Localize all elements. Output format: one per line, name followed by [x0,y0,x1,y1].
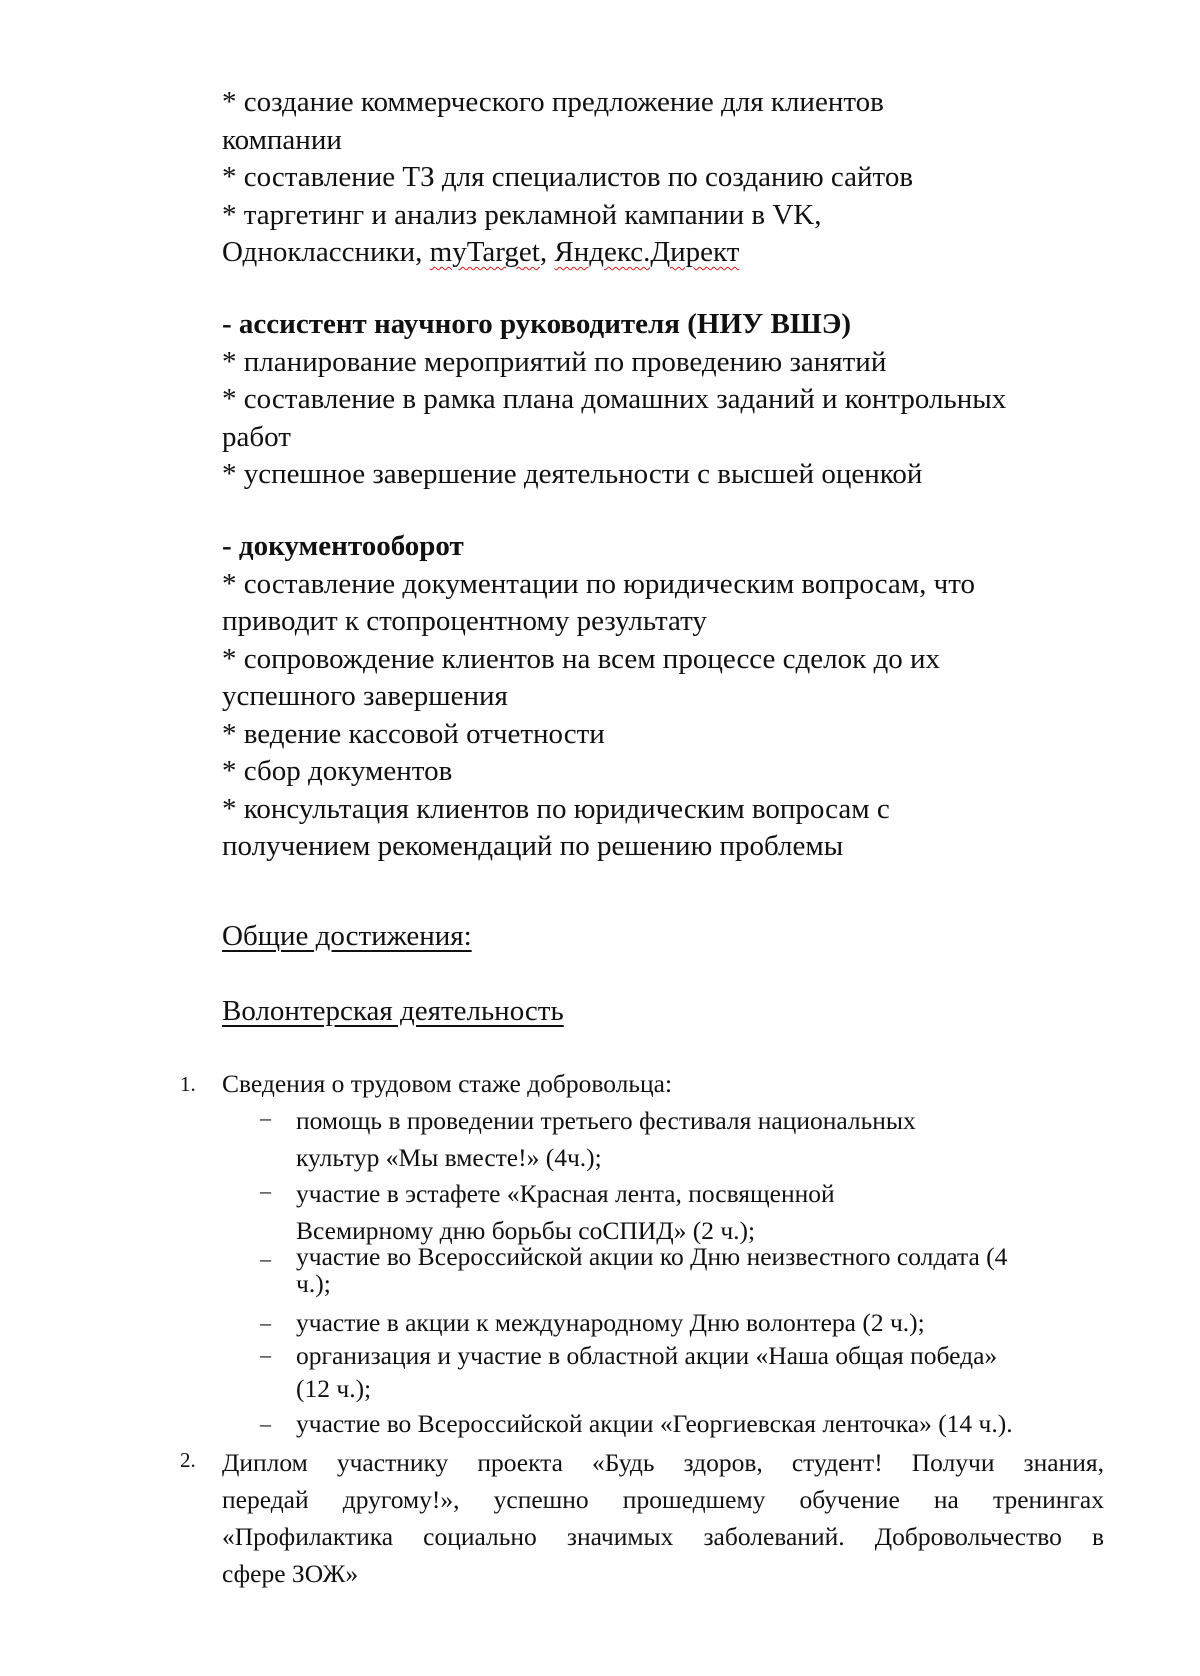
section-documents [222,528,1122,866]
text-line: * планирование мероприятий по проведению занятий [222,345,887,378]
sub-item-text [296,1408,1106,1440]
text-line: «Профилактика социально значимых заболеваний. Добровольчество в [222,1522,1104,1551]
text-line: ч.); [296,1269,331,1298]
dash-bullet: – [260,1105,271,1130]
section-title: - документооборот [222,530,464,562]
text-fragment: Одноклассники, [222,236,430,268]
text-line: получением рекомендаций по решению проблемы [222,830,844,862]
dash-bullet: – [260,1411,271,1436]
text-fragment: , [539,236,555,268]
text-line: * составление в рамка плана домашних заданий и контрольных [222,383,1007,415]
section-assistant [222,306,1122,494]
heading-volunteer-wrap [222,993,1122,1031]
text-line: * ведение кассовой отчетности [222,717,605,750]
list-item-text: Сведения о трудовом стаже добровольца: [222,1069,673,1098]
text-line: участие во Всероссийской акции «Георгиевская ленточка» (14 ч.). [296,1409,1013,1438]
text-line: участие во Всероссийской акции ко Дню неизвестного солдата (4 [296,1242,1008,1271]
text-line: Диплом участнику проекта «Будь здоров, студент! Получи знания, [222,1448,1104,1477]
dash-bullet: – [260,1342,271,1367]
text-line: компании [222,123,342,156]
text-line: * успешное завершение деятельности с высшей оценкой [222,458,923,490]
text-line: помощь в проведении третьего фестиваля национальных [296,1106,916,1135]
sub-item-text [296,1307,1106,1339]
text-line: * сбор документов [222,755,453,787]
heading-achievements-wrap [222,918,1122,956]
text-line [222,234,1122,272]
spellcheck-flagged-word[interactable]: Яндекс.Директ [554,236,740,268]
text-line: участие в акции к международному Дню волонтера (2 ч.); [296,1308,925,1337]
text-line: участие в эстафете «Красная лента, посвященной [296,1179,835,1208]
sub-item-text [296,1175,1106,1249]
text-line: успешного завершения [222,680,508,712]
text-line: * сопровождение клиентов на всем процессе сделок до их [222,642,940,675]
text-line: работ [222,420,291,453]
text-line: * таргетинг и анализ рекламной кампании в VK, [222,198,822,231]
heading-achievements: Общие достижения: [222,920,472,952]
spellcheck-flagged-word[interactable]: myTarget [429,236,540,268]
section-title: - ассистент научного руководителя (НИУ ВШЭ) [222,308,852,340]
text-line: Всемирному дню борьбы соСПИД» (2 ч.); [296,1216,756,1245]
text-line: * создание коммерческого предложение для клиентов [222,86,884,118]
heading-volunteer: Волонтерская деятельность [222,995,564,1027]
text-line: * составление ТЗ для специалистов по созданию сайтов [222,161,914,193]
text-line: сфере ЗОЖ» [222,1559,359,1588]
sub-item-text [296,1243,1106,1297]
text-line: приводит к стопроцентному результату [222,605,707,637]
text-line: * составление документации по юридическим вопросам, что [222,567,975,600]
text-line: организация и участие в областной акции «Наша общая победа» [296,1341,998,1370]
text-line: * консультация клиентов по юридическим вопросам с [222,792,890,825]
list-number: 2. [180,1448,196,1472]
dash-bullet: – [260,1310,271,1335]
sub-item-text [296,1102,1106,1176]
text-line: передай другому!», успешно прошедшему обучение на тренингах [222,1485,1104,1514]
dash-bullet: – [260,1246,271,1271]
text-line: культур «Мы вместе!» (4ч.); [296,1143,602,1172]
list-item-text [222,1444,1104,1592]
duties-list-marketing [222,84,1122,272]
list-number: 1. [180,1072,196,1096]
dash-bullet: – [260,1178,271,1203]
sub-item-text [296,1339,1106,1405]
text-line: (12 ч.); [296,1374,372,1403]
